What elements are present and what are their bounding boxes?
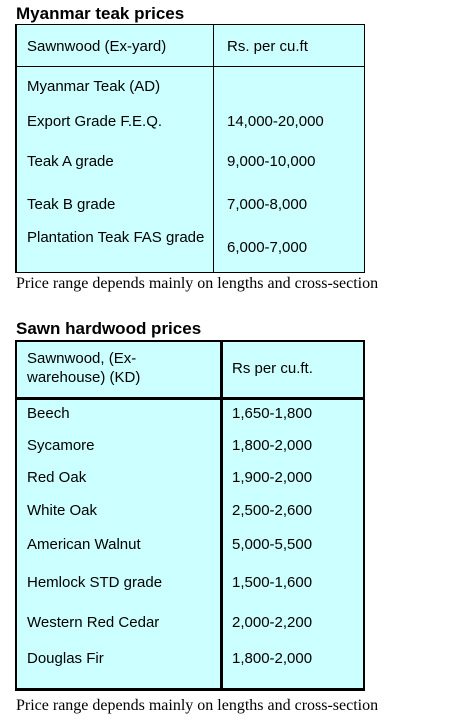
hardwood-prices-table (15, 340, 365, 691)
hardwood-row-price: 1,800-2,000 (232, 650, 313, 667)
teak-row-product: Teak B grade (27, 196, 116, 213)
teak-row-product: Export Grade F.E.Q. (27, 113, 163, 130)
hardwood-header-price: Rs per cu.ft. (232, 360, 313, 377)
hardwood-row-product: Red Oak (27, 469, 87, 486)
teak-price-note: Price range depends mainly on lengths and cross-section (16, 275, 379, 292)
teak-row-price: 6,000-7,000 (227, 239, 308, 256)
hardwood-row-product: Douglas Fir (27, 650, 104, 667)
teak-row-price: 9,000-10,000 (227, 153, 316, 170)
hardwood-prices-title: Sawn hardwood prices (16, 319, 202, 338)
teak-header-price: Rs. per cu.ft (227, 38, 308, 55)
teak-prices-table (15, 24, 365, 273)
hardwood-row-price: 1,900-2,000 (232, 469, 313, 486)
teak-row-price: 7,000-8,000 (227, 196, 308, 213)
hardwood-row-product: Beech (27, 405, 70, 422)
teak-row-price: 14,000-20,000 (227, 113, 324, 130)
hardwood-row-product: Western Red Cedar (27, 614, 160, 631)
hardwood-header-product: Sawnwood, (Ex-warehouse) (KD) (27, 350, 141, 386)
teak-prices-title: Myanmar teak prices (16, 4, 185, 23)
teak-row-product: Teak A grade (27, 153, 114, 170)
teak-row-product: Plantation Teak FAS grade (27, 229, 205, 246)
hardwood-row-product: Sycamore (27, 437, 95, 454)
hardwood-row-price: 1,650-1,800 (232, 405, 313, 422)
hardwood-row-product: American Walnut (27, 536, 141, 553)
column-divider (213, 25, 214, 272)
hardwood-row-price: 2,500-2,600 (232, 502, 313, 519)
hardwood-row-product: White Oak (27, 502, 98, 519)
hardwood-row-price: 1,500-1,600 (232, 574, 313, 591)
hardwood-row-price: 1,800-2,000 (232, 437, 313, 454)
hardwood-price-note: Price range depends mainly on lengths and cross-section (16, 697, 379, 714)
hardwood-row-price: 2,000-2,200 (232, 614, 313, 631)
header-divider (17, 397, 363, 400)
hardwood-row-price: 5,000-5,500 (232, 536, 313, 553)
teak-row-product: Myanmar Teak (AD) (27, 78, 161, 95)
hardwood-row-product: Hemlock STD grade (27, 574, 163, 591)
teak-header-product: Sawnwood (Ex-yard) (27, 38, 167, 55)
header-divider (17, 66, 364, 67)
column-divider (220, 342, 223, 688)
